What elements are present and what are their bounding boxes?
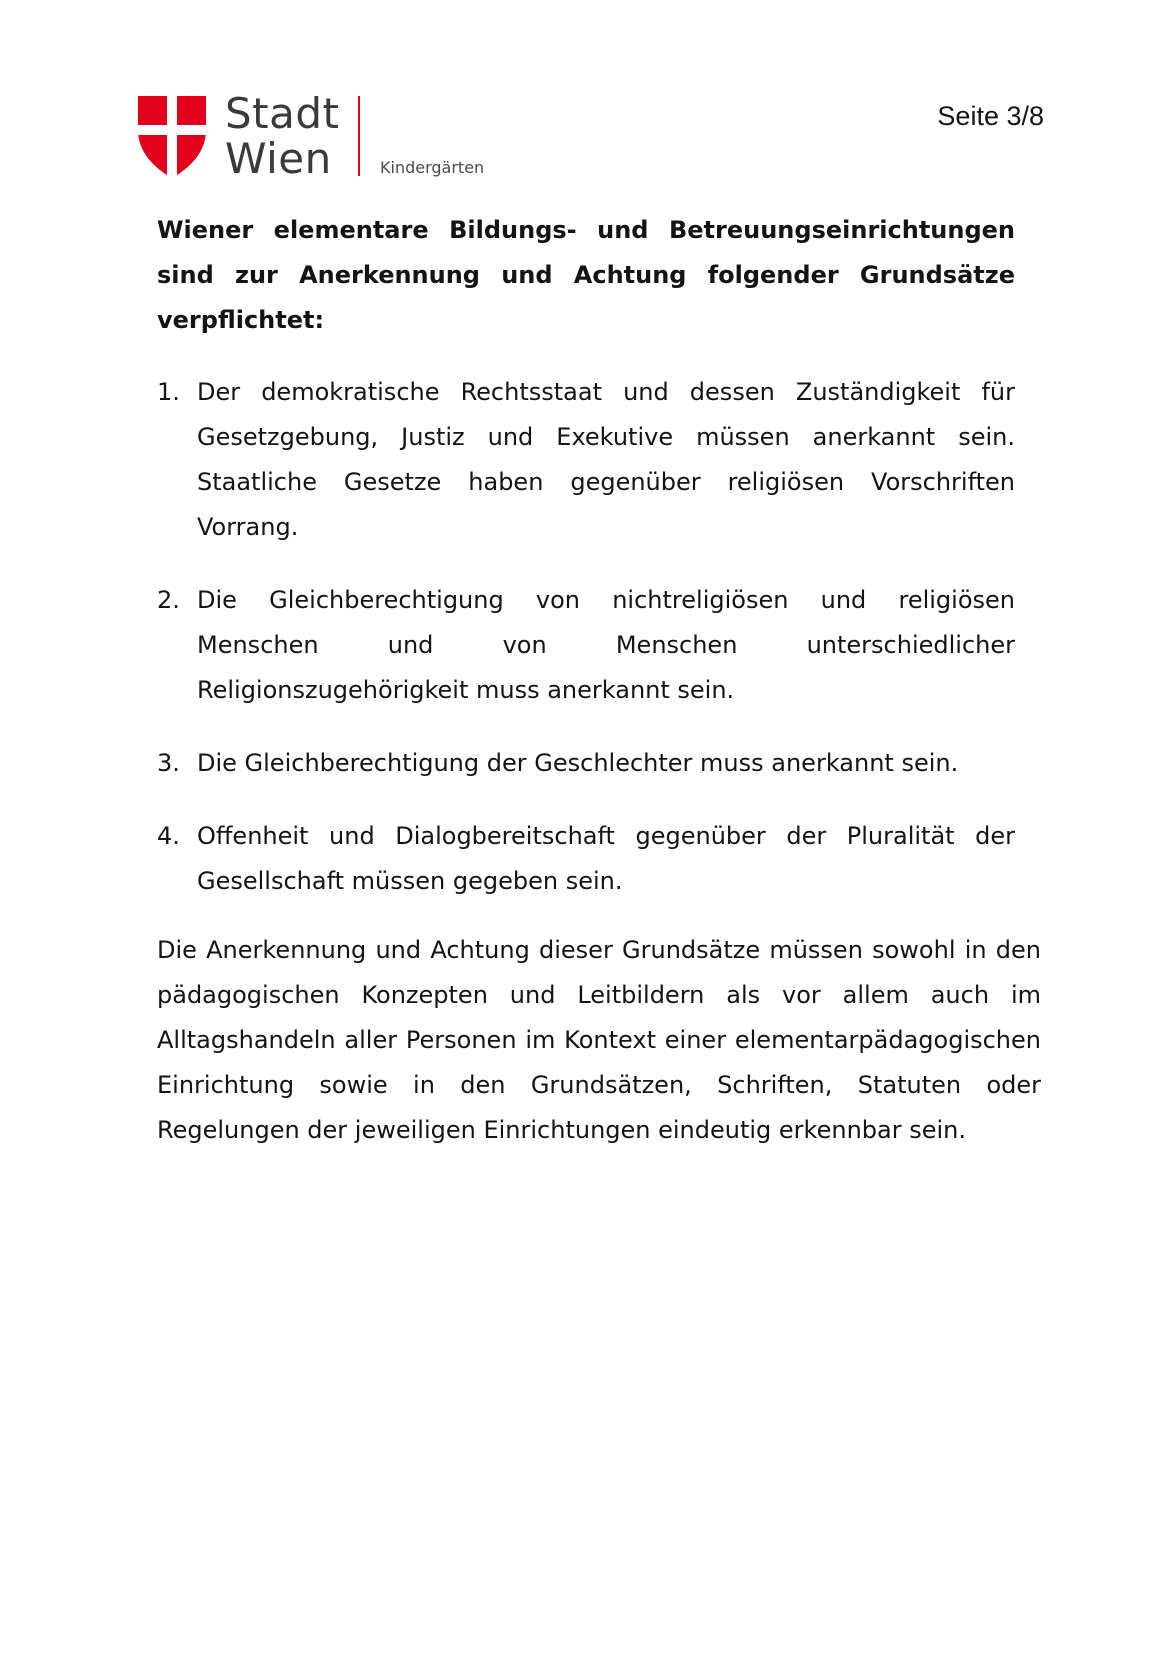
list-item [157,814,1015,904]
stadt-wien-logo [138,89,498,183]
page-number: Seite 3/8 [937,101,1044,131]
list-item [157,370,1015,550]
list-item-number: 1. [157,378,180,406]
list-item-number: 4. [157,822,180,850]
closing-paragraph: Die Anerkennung und Achtung dieser Grundsätze müssen sowohl in den pädagogischen Konzepten und Leitbildern als vor allem auch im Alltagshandeln aller Personen im Kontext einer elementarpädagogischen Einrichtung sowie in den Grundsätzen, Schriften, Statuten oder Regelungen der jeweiligen Einrichtungen eindeutig erkennbar sein. [157,936,1041,1144]
list-item-text: Die Gleichberechtigung der Geschlechter muss anerkannt sein. [197,749,959,777]
principles-list [157,370,1015,932]
logo-divider [358,96,360,176]
list-item [157,578,1015,713]
logo-subtitle: Kindergärten [380,158,485,177]
list-item-number: 3. [157,749,180,777]
logo-word-stadt: Stadt [225,89,340,138]
vienna-shield-icon [138,96,206,178]
list-item-text: Offenheit und Dialogbereitschaft gegenüber der Pluralität der Gesellschaft müssen gegeben sein. [197,822,1015,895]
list-item [157,741,1015,786]
list-item-text: Die Gleichberechtigung von nichtreligiösen und religiösen Menschen und von Menschen unterschiedlicher Religionszugehörigkeit muss anerkannt sein. [197,586,1015,704]
list-item-text: Der demokratische Rechtsstaat und dessen Zuständigkeit für Gesetzgebung, Justiz und Exekutive müssen anerkannt sein. Staatliche Gesetze haben gegenüber religiösen Vorschriften Vorrang. [197,378,1015,541]
document-heading: Wiener elementare Bildungs- und Betreuungseinrichtungen sind zur Anerkennung und Achtung folgender Grundsätze verpflichtet: [157,216,1015,334]
list-item-number: 2. [157,586,180,614]
logo-word-wien: Wien [225,134,332,183]
